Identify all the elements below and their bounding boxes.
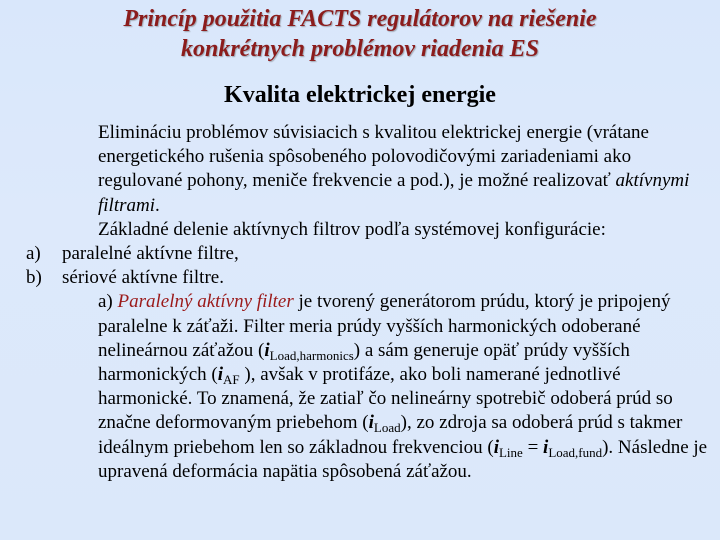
slide-subtitle: Kvalita elektrickej energie <box>224 82 496 108</box>
variable-i: i <box>217 364 224 386</box>
paragraph-text: ), zo zdroja sa odoberá prúd s takmer ideálnym priebehom len so základnou frekvenciou ( <box>98 412 683 458</box>
variable-i: i <box>493 436 499 458</box>
variable-i: i <box>543 436 549 458</box>
subscript-load-harmonics: Load,harmonics <box>269 347 354 363</box>
term-parallel-active-filter: Paralelný aktívny filter <box>117 291 294 313</box>
paragraph-text: ). Následne je upravená deformácia napätia spôsobená záťažou. <box>98 436 708 482</box>
paragraph-intro-end: . <box>155 194 160 216</box>
list-item-label: b) <box>26 267 42 289</box>
title-line-1: Princíp použitia FACTS regulátorov na riešenie <box>123 6 597 32</box>
list-item-text: paralelné aktívne filtre, <box>62 243 239 265</box>
list-item-text: sériové aktívne filtre. <box>62 267 224 289</box>
subscript-line: Line <box>498 444 523 460</box>
paragraph-intro-text: Elimináciu problémov súvisiacich s kvalitou elektrickej energie (vrátane energetického rušenia spôsobeného polovodičovými zariadeniami ako regulované pohony, meniče frekvencie a pod.), je možné realizovať <box>98 122 649 192</box>
paragraph-text: je tvorený generátorom prúdu, ktorý je pripojený paralelne k záťaži. Filter meria prúdy vyšších harmonických odoberané nelineárnou záťažou ( <box>98 291 671 361</box>
paragraph-classification: Základné delenie aktívnych filtrov podľa systémovej konfigurácie: <box>98 218 606 240</box>
paragraph-text: ) a sám generuje opäť prúdy vyšších harmonických ( <box>98 339 630 386</box>
list-item-label: a) <box>26 243 41 265</box>
equals-sign: = <box>522 436 544 458</box>
list-item <box>26 266 710 290</box>
paragraph-intro <box>26 121 710 218</box>
paragraph-parallel-filter <box>26 290 710 484</box>
paragraph-text: ), avšak v protifáze, ako boli namerané jednotlivé harmonické. To znamená, že zatiaľ čo nelineárny spotrebič odoberá prúd so značne deformovaným priebehom ( <box>98 364 673 434</box>
list-item <box>26 242 710 266</box>
slide-title <box>0 4 720 64</box>
title-line-2: konkrétnych problémov riadenia ES <box>180 36 540 62</box>
variable-i: i <box>264 339 270 361</box>
slide-body <box>26 121 710 484</box>
variable-i: i <box>368 412 374 434</box>
paragraph-prefix: a) <box>98 291 118 313</box>
emphasis-active-filters: aktívnymi filtrami <box>98 170 690 216</box>
subscript-load: Load <box>373 420 401 436</box>
subscript-load-fund: Load,fund <box>548 444 603 460</box>
subscript-af: AF <box>223 372 240 388</box>
